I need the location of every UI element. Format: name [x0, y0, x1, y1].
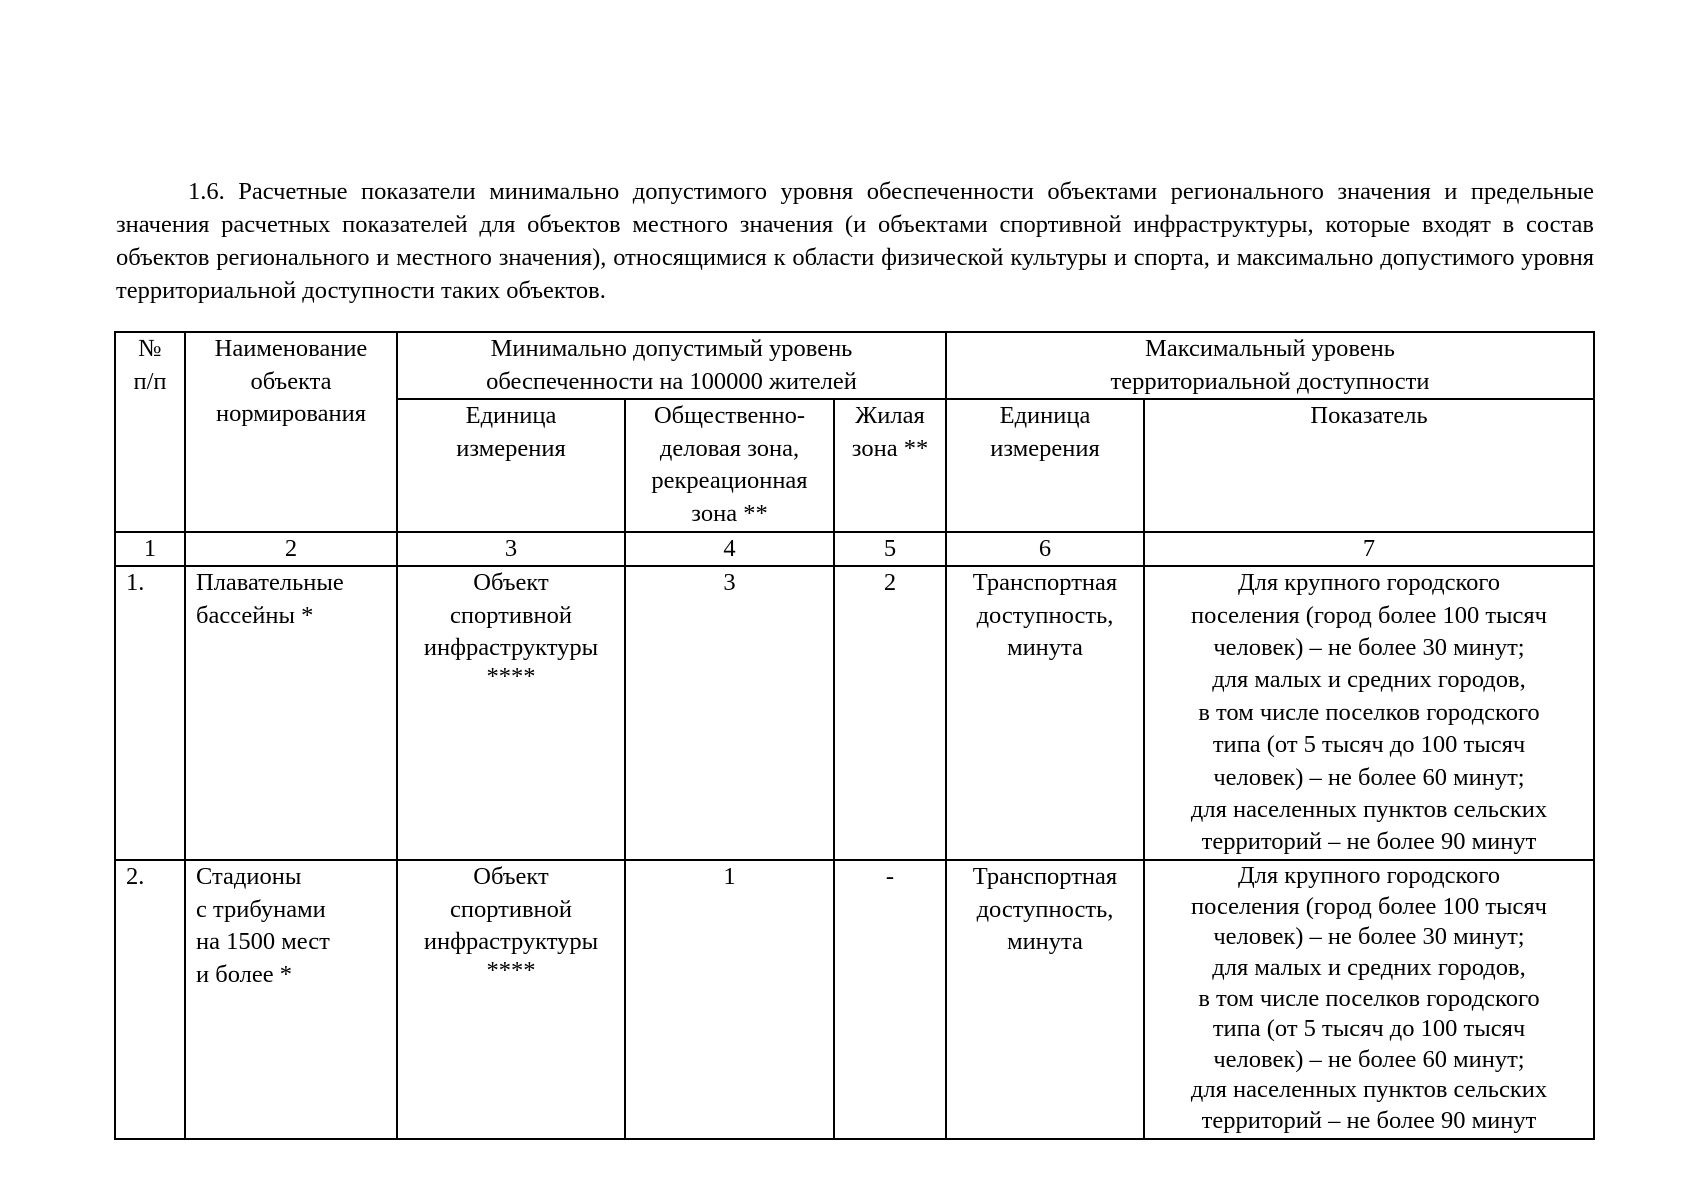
- column-number: 5: [834, 532, 946, 567]
- object-name: Стадионы с трибунами на 1500 мест и более *: [185, 860, 397, 1139]
- unit-cell: Объект спортивной инфраструктуры ****: [397, 860, 625, 1139]
- residential-zone-value: 2: [834, 566, 946, 860]
- header-residential-zone: Жилая зона **: [834, 399, 946, 531]
- header-access-unit: Единица измерения: [946, 399, 1144, 531]
- header-business-zone: Общественно- деловая зона, рекреационная зона **: [625, 399, 834, 531]
- table-row: [115, 860, 1594, 1139]
- business-zone-value: 1: [625, 860, 834, 1139]
- access-unit-cell: Транспортная доступность, минута: [946, 860, 1144, 1139]
- column-number: 6: [946, 532, 1144, 567]
- row-number: 2.: [115, 860, 185, 1139]
- column-number: 2: [185, 532, 397, 567]
- column-numbers-row: [115, 532, 1594, 567]
- indicator-cell: Для крупного городского поселения (город более 100 тысяч человек) – не более 30 минут; для малых и средних городов, в том числе поселков городского типа (от 5 тысяч до 100 тысяч человек) – не более 60 минут; для населенных пунктов сельских территорий – не более 90 минут: [1144, 860, 1594, 1139]
- table-row: [115, 566, 1594, 860]
- access-unit-cell: Транспортная доступность, минута: [946, 566, 1144, 860]
- unit-cell: Объект спортивной инфраструктуры ****: [397, 566, 625, 860]
- indicator-cell: Для крупного городского поселения (город более 100 тысяч человек) – не более 30 минут; для малых и средних городов, в том числе поселков городского типа (от 5 тысяч до 100 тысяч человек) – не более 60 минут; для населенных пунктов сельских территорий – не более 90 минут: [1144, 566, 1594, 860]
- header-indicator: Показатель: [1144, 399, 1594, 531]
- column-number: 4: [625, 532, 834, 567]
- residential-zone-value: -: [834, 860, 946, 1139]
- column-number: 1: [115, 532, 185, 567]
- header-name: Наименование объекта нормирования: [185, 332, 397, 532]
- column-number: 7: [1144, 532, 1594, 567]
- business-zone-value: 3: [625, 566, 834, 860]
- norms-table: [114, 331, 1595, 1140]
- header-unit: Единица измерения: [397, 399, 625, 531]
- header-row-1: [115, 332, 1594, 399]
- column-number: 3: [397, 532, 625, 567]
- header-num: № п/п: [115, 332, 185, 532]
- row-number: 1.: [115, 566, 185, 860]
- object-name: Плавательные бассейны *: [185, 566, 397, 860]
- header-min-level: Минимально допустимый уровень обеспеченности на 100000 жителей: [397, 332, 946, 399]
- intro-paragraph: 1.6. Расчетные показатели минимально допустимого уровня обеспеченности объектами регионального значения и предельные значения расчетных показателей для объектов местного значения (и объектами спортивной инфраструктуры, которые входят в состав объектов регионального и местного значения), относящимися к области физической культуры и спорта, и максимально допустимого уровня территориальной доступности таких объектов.: [116, 178, 1594, 304]
- header-max-level: Максимальный уровень территориальной доступности: [946, 332, 1594, 399]
